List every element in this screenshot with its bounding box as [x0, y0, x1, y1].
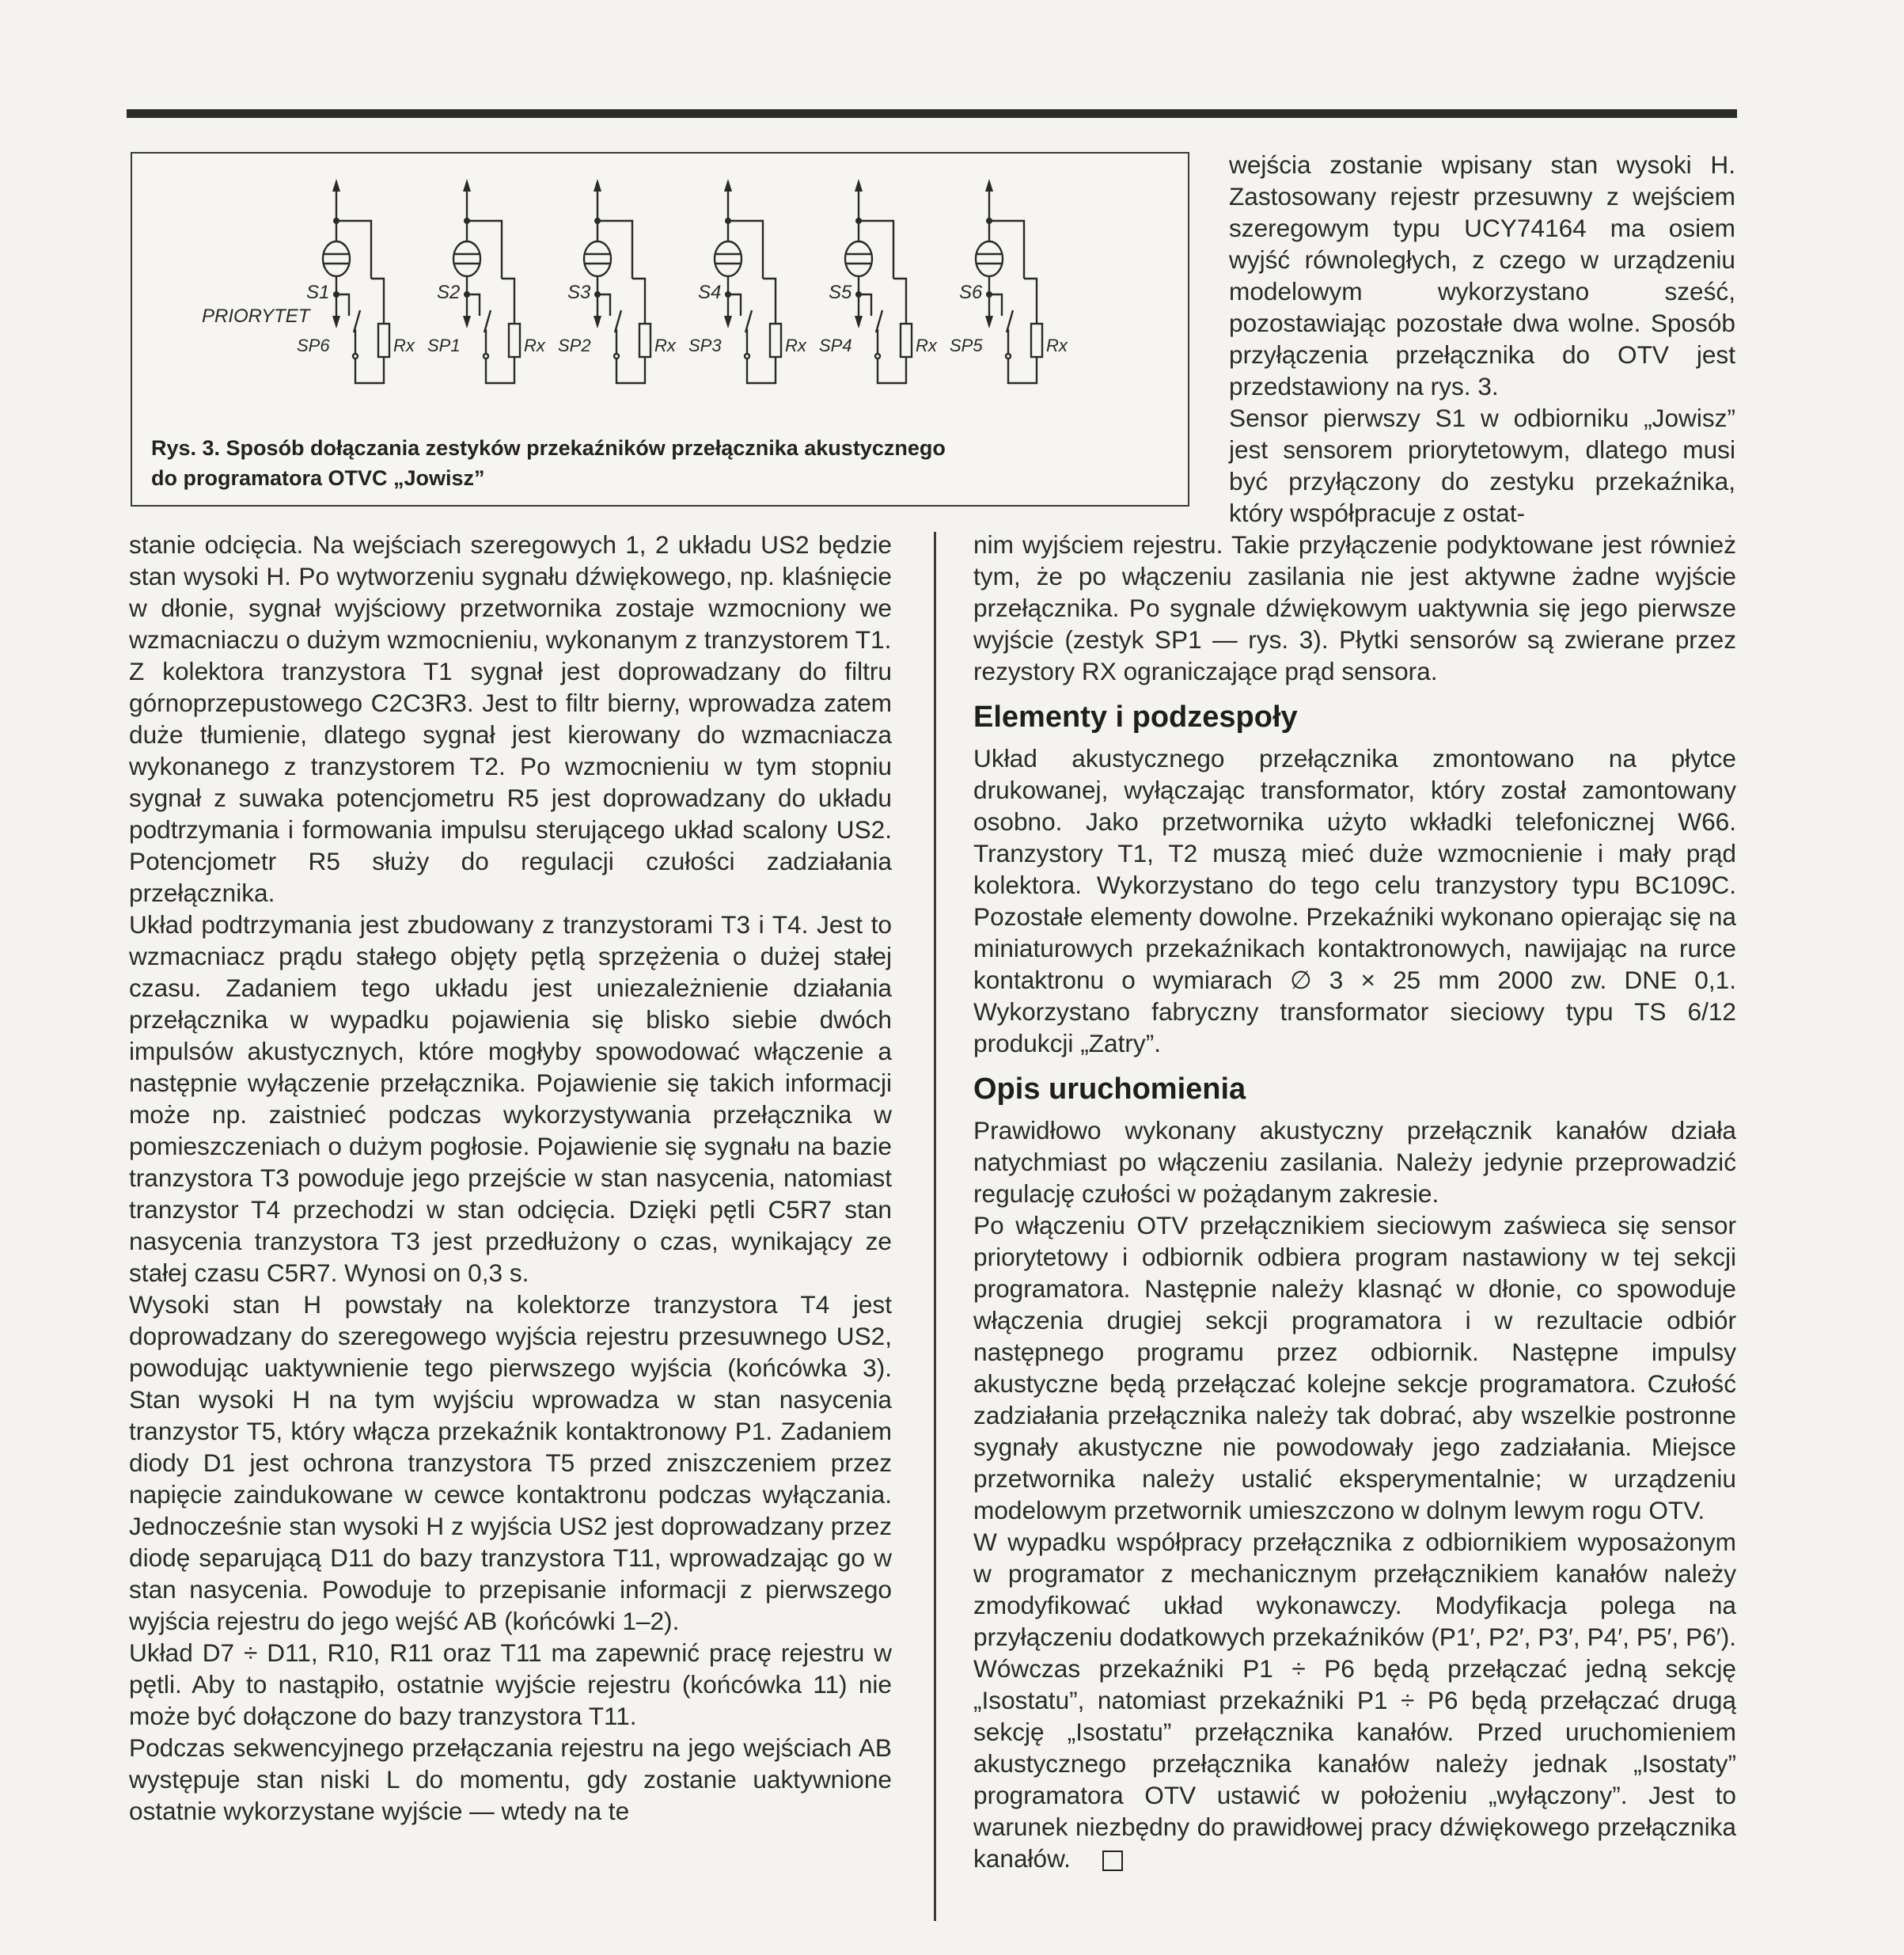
wire: [371, 279, 384, 324]
figure-caption-line-2: do programatora OTVC „Jowisz”: [151, 466, 485, 490]
switch-terminal: [1006, 354, 1011, 359]
resistor-rx: [378, 324, 389, 357]
end-of-article-mark: [1102, 1851, 1123, 1871]
resistor-label: Rx: [1046, 336, 1068, 355]
right-column-top: [1229, 149, 1735, 529]
wire: [597, 221, 632, 279]
wire: [355, 357, 384, 383]
wire: [597, 294, 610, 316]
paragraph: Sensor pierwszy S1 w odbiorniku „Jowisz” jest sensorem priorytetowym, dlatego musi być przyłączony do zestyku przekaźnika, który współpracuje z ostat-: [1229, 404, 1735, 527]
resistor-label: Rx: [785, 336, 806, 355]
wire: [763, 279, 776, 324]
section-heading: Elementy i podzespoły: [973, 700, 1298, 734]
section-heading: Opis uruchomienia: [973, 1072, 1246, 1106]
arrow-head: [855, 179, 863, 192]
paragraph: Podczas sekwencyjnego przełączania rejestru na jego wejściach AB występuje stan niski L do momentu, gdy zostanie uaktywnione ostatnie wykorzystane wyjście — wtedy na te: [129, 1733, 892, 1825]
sensor-plate: [715, 241, 741, 276]
paragraph: nim wyjściem rejestru. Takie przyłączenie podyktowane jest również tym, że po włączeniu zasilania nie jest aktywne żadne wyjście przełącznika. Po sygnale dźwiękowym uaktywnia się jego pierwsze wyjście (zestyk SP1 — rys. 3). Płytki sensorów są zwierane przez rezystory RX ograniczające prąd sensora.: [973, 530, 1736, 685]
paragraph: Z kolektora tranzystora T1 sygnał jest doprowadzany do filtru górnoprzepustowego C2C3R3. Jest to filtr bierny, wprowadza zatem duże tłumienie, dlatego sygnał jest kierowany do wzmacniacza wykonanego z tranzystorem T2. Po wzmocnieniu w tym stopniu sygnał z suwaka potencjometru R5 jest doprowadzany do układu podtrzymania i formowania impulsu sterującego układ scalony US2. Potencjometr R5 służy do regulacji czułości zadziałania przełącznika.: [129, 657, 892, 907]
wire: [878, 357, 906, 383]
resistor-rx: [1031, 324, 1042, 357]
figure-3: [131, 152, 1189, 507]
paragraph: [973, 1526, 1736, 1874]
sensor-label: S4: [698, 282, 722, 303]
wire: [893, 279, 906, 324]
wire: [989, 221, 1024, 279]
sensor-plate: [323, 241, 350, 276]
switch-contact: [876, 310, 882, 332]
resistor-rx: [639, 324, 650, 357]
wire: [859, 221, 893, 279]
contact-label: SP6: [297, 336, 330, 355]
paragraph: Po włączeniu OTV przełącznikiem sieciowym zaświeca się sensor priorytetowy i odbiornik odbiera program nastawiony w tej sekcji programatora. Następnie należy klasnąć w dłonie, co spowoduje włączenia drugiej sekcji programatora i w rezultacie odbiór następnego programu przez odbiornik. Następne impulsy akustyczne będą przełączać kolejne sekcje programatora. Czułość zadziałania przełącznika należy tak dobrać, aby wszelkie postronne sygnały akustyczne nie powodowały jego zadziałania. Miejsce przetwornika należy ustalić eksperymentalnie; w urządzeniu modelowym przetwornik umieszczono w dolnym lewym rogu OTV.: [973, 1211, 1736, 1524]
paragraph: Układ akustycznego przełącznika zmontowano na płytce drukowanej, wyłączając transformator, który został zamontowany osobno. Jako przetwornika użyto wkładki telefonicznej W66. Tranzystory T1, T2 muszą mieć duże wzmocnienie i mały prąd kolektora. Wykorzystano do tego celu tranzystory typu BC109C. Pozostałe elementy dowolne. Przekaźniki wykonano opierając się na miniaturowych przekaźnikach kontaktronowych, nawijając na rurce kontaktronu o wymiarach ∅ 3 × 25 mm 2000 zw. DNE 0,1. Wykorzystano fabryczny transformator sieciowy typu TS 6/12 produkcji „Zatry”.: [973, 744, 1736, 1057]
arrow-head: [594, 179, 601, 192]
contact-label: SP5: [950, 336, 983, 355]
contact-label: SP4: [819, 336, 852, 355]
sensor-label: S5: [829, 282, 852, 303]
wire: [1008, 357, 1037, 383]
arrow-head: [724, 316, 732, 328]
contact-label: SP3: [688, 336, 722, 355]
resistor-label: Rx: [393, 336, 415, 355]
paragraph: wejścia zostanie wpisany stan wysoki H. Zastosowany rejestr przesuwny z wejściem szeregowym typu UCY74164 ma osiem wyjść równoległych, z czego w urządzeniu modelowym wykorzystano sześć, pozostawiając pozostałe dwa wolne. Sposób przyłączenia przełącznika do OTV jest przedstawiony na rys. 3.: [1229, 150, 1735, 400]
paragraph: Wysoki stan H powstały na kolektorze tranzystora T4 jest doprowadzany do szeregowego wyjścia rejestru przesuwnego US2, powodując uaktywnienie tego pierwszego wyjścia (końcówka 3). Stan wysoki H na tym wyjściu wprowadza w stan nasycenia tranzystor T5, który włącza przekaźnik kontaktronowy P1. Zadaniem diody D1 jest ochrona tranzystora T5 przed zniszczeniem przez napięcie zaindukowane w cewce kontaktronu podczas wyłączania. Jednocześnie stan wysoki H z wyjścia US2 jest doprowadzany przez diodę separującą D11 do bazy tranzystora T11, wprowadzając go w stan nasycenia. Powoduje to przepisanie informacji z pierwszego wyjścia rejestru do jego wejść AB (końcówki 1–2).: [129, 1290, 892, 1635]
switch-contact: [354, 310, 360, 332]
wire: [859, 294, 871, 316]
paragraph: Układ D7 ÷ D11, R10, R11 oraz T11 ma zapewnić pracę rejestru w pętli. Aby to nastąpiło, ostatnie wyjście rejestru (końcówka 11) nie może być dołączone do bazy tranzystora T11.: [129, 1638, 892, 1730]
switch-terminal: [875, 354, 880, 359]
arrow-head: [463, 316, 471, 328]
paragraph: Prawidłowo wykonany akustyczny przełącznik kanałów działa natychmiast po włączeniu zasilania. Należy jedynie przeprowadzić regulację czułości w pożądanym zakresie.: [973, 1116, 1736, 1208]
switch-contact: [484, 310, 491, 332]
switch-terminal: [353, 354, 358, 359]
sensor-plate: [845, 241, 872, 276]
sensor-label: S2: [437, 282, 461, 303]
switch-contact: [1007, 310, 1013, 332]
header-rule: [127, 109, 1737, 118]
switch-terminal: [614, 354, 619, 359]
wire: [502, 279, 514, 324]
contact-label: SP2: [558, 336, 591, 355]
wire: [486, 357, 514, 383]
resistor-label: Rx: [524, 336, 545, 355]
arrow-head: [855, 316, 863, 328]
resistor-label: Rx: [916, 336, 937, 355]
wire: [336, 221, 371, 279]
paragraph: Układ podtrzymania jest zbudowany z tranzystorami T3 i T4. Jest to wzmacniacz prądu stałego objęty pętlą sprzężenia o dużej stałej czasu. Zadaniem tego układu jest uniezależnienie działania przełącznika w wypadku pojawienia się blisko siebie dwóch impulsów akustycznych, które mogłyby spowodować włączenie a następnie wyłączenie przełącznika. Pojawienie się takich informacji może np. zaistnieć podczas wykorzystywania przełącznika w pomieszczeniach o dużym pogłosie. Pojawienie się sygnału na bazie tranzystora T3 powoduje jego przejście w stan nasycenia, natomiast tranzystor T4 przechodzi w stan odcięcia. Dzięki pętli C5R7 stan nasycenia tranzystora T3 jest przedłużony o czas, wynikający ze stałej czasu C5R7. Wynosi on 0,3 s.: [129, 910, 892, 1287]
wire: [616, 357, 645, 383]
wire: [728, 294, 741, 316]
arrow-head: [724, 179, 732, 192]
figure-caption: [151, 433, 1164, 493]
switch-terminal: [484, 354, 488, 359]
arrow-head: [332, 179, 340, 192]
contact-label: SP1: [427, 336, 461, 355]
wire: [989, 294, 1002, 316]
resistor-rx: [509, 324, 520, 357]
wire: [467, 221, 502, 279]
wire: [728, 221, 763, 279]
arrow-head: [332, 316, 340, 328]
sensor-label: S1: [306, 282, 330, 303]
arrow-head: [463, 179, 471, 192]
switch-terminal: [745, 354, 749, 359]
left-column: [129, 529, 892, 1827]
paragraph-text: W wypadku współpracy przełącznika z odbiornikiem wyposażonym w programator z mechanicznym przełącznikiem kanałów należy zmodyfikować układ wykonawczy. Modyfikacja polega na przyłączeniu dodatkowych przekaźników (P1′, P2′, P3′, P4′, P5′, P6′). Wówczas przekaźniki P1 ÷ P6 będą przełączać jedną sekcję „Isostatu”, natomiast przekaźniki P1 ÷ P6 będą przełączać drugą sekcję „Isostatu” przełącznika kanałów. Przed uruchomieniem akustycznego przełącznika kanałów należy jednak „Isostaty” programatora OTV ustawić w położeniu „wyłączony”. Jest to warunek niezbędny do prawidłowej pracy dźwiękowego przełącznika kanałów.: [973, 1528, 1736, 1873]
wire: [336, 294, 349, 316]
priority-label: PRIORYTET: [202, 306, 310, 327]
arrow-head: [594, 316, 601, 328]
right-column: [973, 529, 1736, 1874]
wire: [467, 294, 480, 316]
switch-contact: [745, 310, 752, 332]
resistor-rx: [770, 324, 781, 357]
sensor-plate: [976, 241, 1003, 276]
column-separator: [934, 532, 936, 1921]
sensor-label: S6: [959, 282, 983, 303]
wire: [1024, 279, 1037, 324]
sensor-plate: [584, 241, 611, 276]
circuit-schematic: [132, 154, 1191, 431]
arrow-head: [985, 179, 993, 192]
resistor-rx: [901, 324, 912, 357]
switch-contact: [615, 310, 621, 332]
arrow-head: [985, 316, 993, 328]
resistor-label: Rx: [654, 336, 676, 355]
sensor-label: S3: [567, 282, 591, 303]
wire: [747, 357, 776, 383]
wire: [632, 279, 645, 324]
figure-caption-line-1: Rys. 3. Sposób dołączania zestyków przekaźników przełącznika akustycznego: [151, 436, 946, 460]
sensor-plate: [453, 241, 480, 276]
paragraph: stanie odcięcia. Na wejściach szeregowych 1, 2 układu US2 będzie stan wysoki H. Po wytworzeniu sygnału dźwiękowego, np. klaśnięcie w dłonie, sygnał wyjściowy przetwornika zostaje wzmocniony we wzmacniaczu o dużym wzmocnieniu, wykonanym z tranzystorem T1.: [129, 530, 892, 654]
